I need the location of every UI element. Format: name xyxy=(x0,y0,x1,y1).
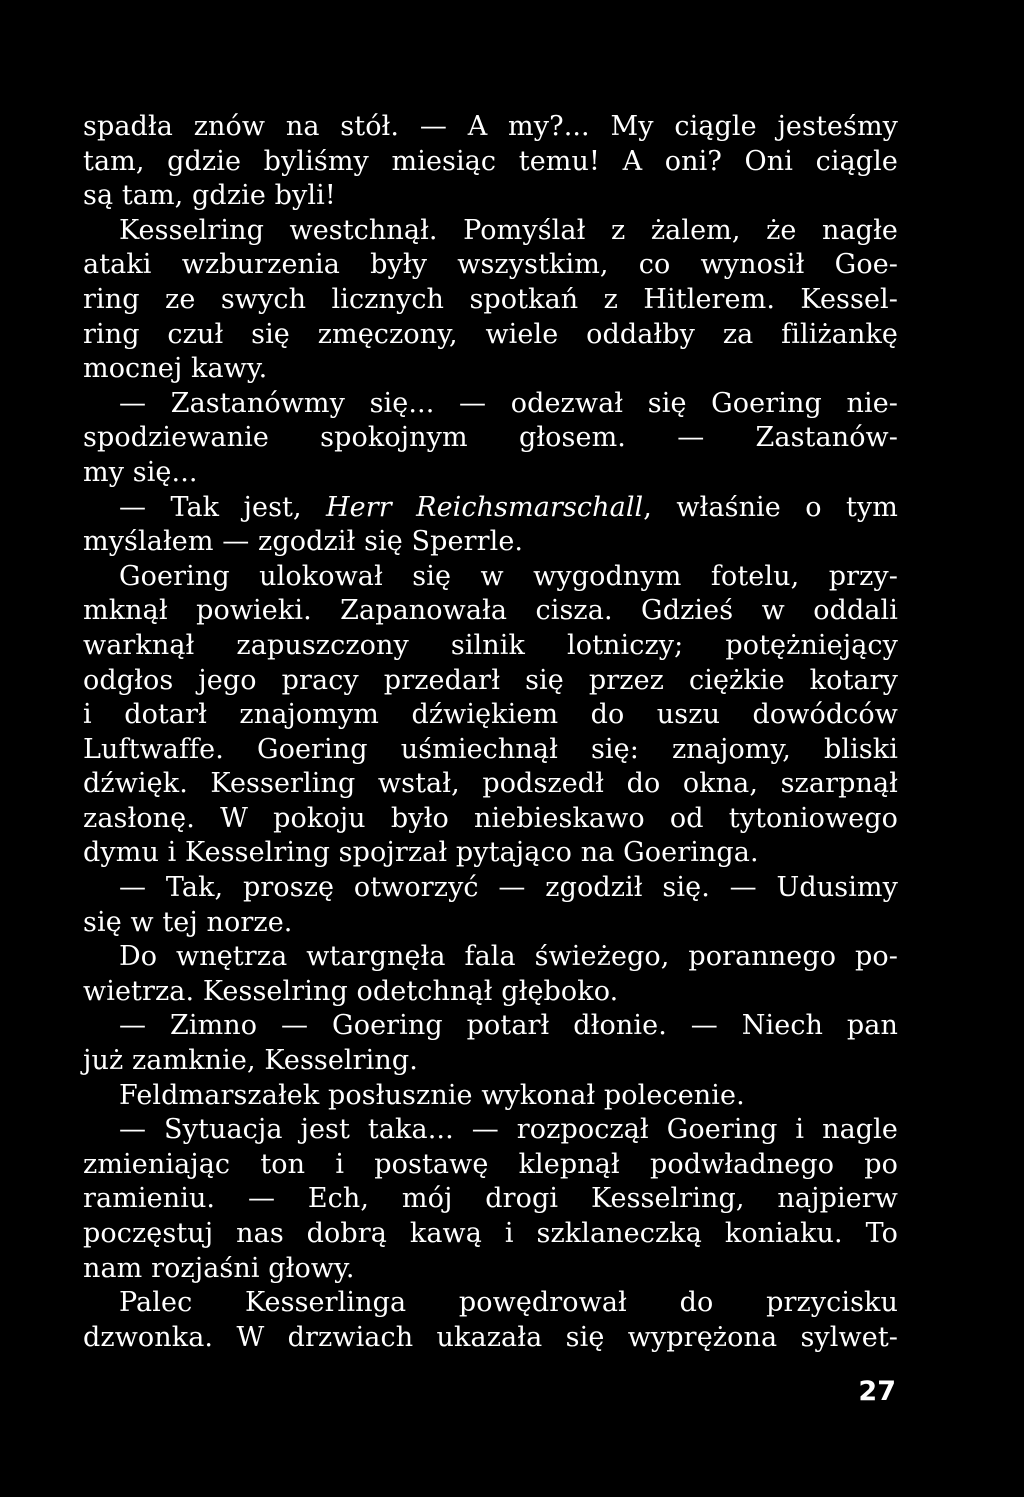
text-line: dzwonka. W drzwiach ukazała się wyprężona sylwet- xyxy=(83,1321,898,1353)
text-line: — Tak jest, Herr Reichsmarschall, właśnie o tym xyxy=(119,491,898,523)
text-line: ring ze swych licznych spotkań z Hitlerem. Kessel- xyxy=(83,283,898,315)
text-line: spodziewanie spokojnym głosem. — Zastanów- xyxy=(83,422,898,454)
text-line: zasłonę. W pokoju było niebieskawo od tytoniowego xyxy=(83,802,898,834)
text-line: już zamknie, Kesselring. xyxy=(83,1045,418,1077)
text-line: mocnej kawy. xyxy=(83,353,268,385)
text-line: — Sytuacja jest taka... — rozpoczął Goering i nagle xyxy=(119,1114,898,1146)
text-line: mknął powieki. Zapanowała cisza. Gdzieś w oddali xyxy=(83,595,898,627)
text-line: my się... xyxy=(83,456,198,488)
text-line: i dotarł znajomym dźwiękiem do uszu dowódców xyxy=(83,699,898,731)
page-text-block xyxy=(83,110,898,1355)
text-line: tam, gdzie byliśmy miesiąc temu! A oni? Oni ciągle xyxy=(83,145,898,177)
text-line: Feldmarszałek posłusznie wykonał polecenie. xyxy=(119,1079,745,1111)
text-line: dymu i Kesselring spojrzał pytająco na Goeringa. xyxy=(83,837,759,869)
text-line: zmieniając ton i postawę klepnął podwładnego po xyxy=(83,1148,898,1180)
text-line: dźwięk. Kesserling wstał, podszedł do okna, szarpnął xyxy=(83,768,898,800)
text-line: ring czuł się zmęczony, wiele oddałby za filiżankę xyxy=(83,318,898,350)
text-line: ataki wzburzenia były wszystkim, co wynosił Goe- xyxy=(83,249,898,281)
text-line: — Zastanówmy się... — odezwał się Goering nie- xyxy=(119,387,898,419)
text-line: — Zimno — Goering potarł dłonie. — Niech pan xyxy=(119,1010,898,1042)
text-line: ramieniu. — Ech, mój drogi Kesselring, najpierw xyxy=(83,1183,898,1215)
text-line: myślałem — zgodził się Sperrle. xyxy=(83,526,524,558)
text-line: nam rozjaśni głowy. xyxy=(83,1252,355,1284)
text-line: Goering ulokował się w wygodnym fotelu, przy- xyxy=(119,560,898,592)
text-line: są tam, gdzie byli! xyxy=(83,180,336,212)
italic-phrase: Herr Reichsmarschall xyxy=(326,491,644,523)
text-line: Luftwaffe. Goering uśmiechnął się: znajomy, bliski xyxy=(83,733,898,765)
text-line: poczęstuj nas dobrą kawą i szklaneczką koniaku. To xyxy=(83,1218,898,1249)
text-line: odgłos jego pracy przedarł się przez ciężkie kotary xyxy=(83,664,898,696)
text-line: wietrza. Kesselring odetchnął głęboko. xyxy=(83,975,619,1007)
text-line: — Tak, proszę otworzyć — zgodził się. — Udusimy xyxy=(119,872,898,904)
text-line: Do wnętrza wtargnęła fala świeżego, porannego po- xyxy=(119,941,898,973)
text-line: warknął zapuszczony silnik lotniczy; potężniejący xyxy=(83,629,898,661)
text-line: Kesselring westchnął. Pomyślał z żalem, że nagłe xyxy=(119,214,898,246)
text-line: spadła znów na stół. — A my?... My ciągle jesteśmy xyxy=(83,111,898,142)
text-line: Palec Kesserlinga powędrował do przycisku xyxy=(119,1287,898,1319)
page-number: 27 xyxy=(858,1376,896,1407)
text-line: się w tej norze. xyxy=(83,906,293,938)
